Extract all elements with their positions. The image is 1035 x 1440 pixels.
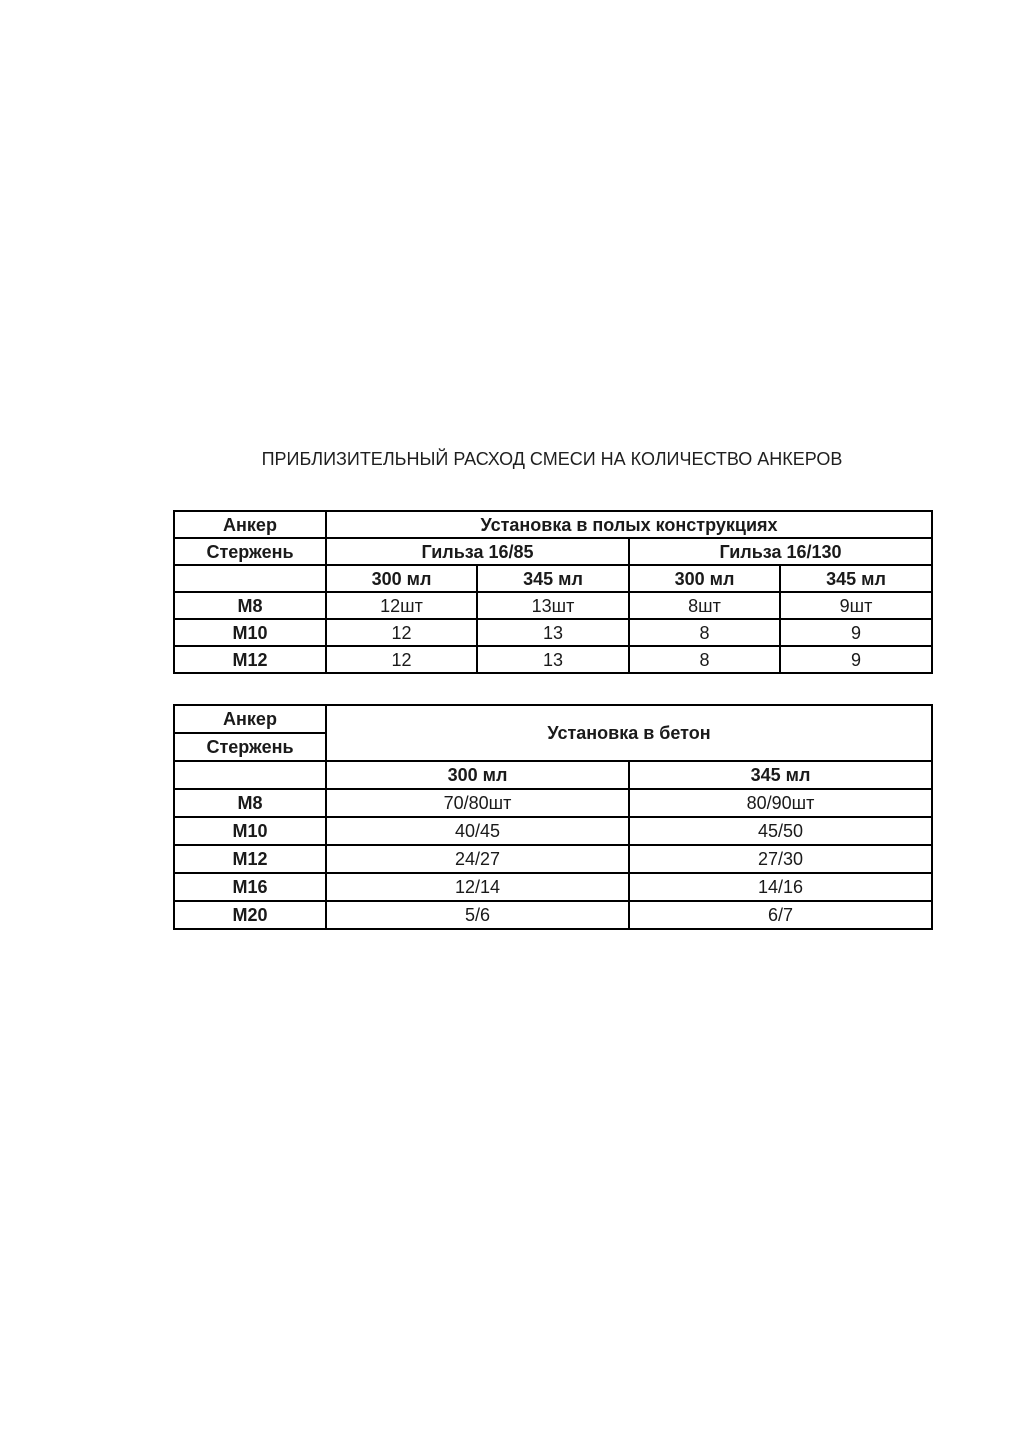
table-cell: 9шт: [780, 592, 932, 619]
table-row: [174, 538, 932, 565]
row-label-cell: М16: [174, 873, 326, 901]
table-cell: 80/90шт: [629, 789, 932, 817]
sleeve-group-header-cell: Гильза 16/130: [629, 538, 932, 565]
table-row: [174, 901, 932, 929]
table-cell: 12: [326, 619, 477, 646]
table-cell: 27/30: [629, 845, 932, 873]
table-cell: 45/50: [629, 817, 932, 845]
table-row: [174, 592, 932, 619]
table-cell: 14/16: [629, 873, 932, 901]
row-label-cell: М10: [174, 817, 326, 845]
table-cell: 13: [477, 646, 629, 673]
table-cell: 24/27: [326, 845, 629, 873]
sleeve-group-header-cell: Гильза 16/85: [326, 538, 629, 565]
document-content: [173, 448, 931, 930]
table-row: [174, 511, 932, 538]
table-row: [174, 565, 932, 592]
installation-type-header-cell: Установка в бетон: [326, 705, 932, 761]
table-cell: 5/6: [326, 901, 629, 929]
row-label-cell: М12: [174, 646, 326, 673]
table-cell: 12: [326, 646, 477, 673]
volume-header-cell: 345 мл: [780, 565, 932, 592]
hollow-structures-table: [173, 510, 933, 674]
table-row: [174, 817, 932, 845]
anchor-header-cell: Анкер: [174, 705, 326, 733]
row-label-cell: М8: [174, 789, 326, 817]
volume-header-cell: 300 мл: [326, 761, 629, 789]
row-label-cell: М20: [174, 901, 326, 929]
table-row: [174, 646, 932, 673]
volume-header-cell: 300 мл: [629, 565, 780, 592]
empty-cell: [174, 565, 326, 592]
table-cell: 13шт: [477, 592, 629, 619]
table-cell: 13: [477, 619, 629, 646]
rod-header-cell: Стержень: [174, 538, 326, 565]
installation-type-header-cell: Установка в полых конструкциях: [326, 511, 932, 538]
rod-header-cell: Стержень: [174, 733, 326, 761]
table-row: [174, 789, 932, 817]
table-cell: 9: [780, 619, 932, 646]
table-cell: 40/45: [326, 817, 629, 845]
row-label-cell: М12: [174, 845, 326, 873]
table-row: [174, 873, 932, 901]
table-cell: 8: [629, 619, 780, 646]
volume-header-cell: 345 мл: [629, 761, 932, 789]
volume-header-cell: 345 мл: [477, 565, 629, 592]
table-row: [174, 705, 932, 733]
table-cell: 12/14: [326, 873, 629, 901]
table-cell: 8: [629, 646, 780, 673]
anchor-header-cell: Анкер: [174, 511, 326, 538]
volume-header-cell: 300 мл: [326, 565, 477, 592]
table-row: [174, 845, 932, 873]
row-label-cell: М8: [174, 592, 326, 619]
table-cell: 8шт: [629, 592, 780, 619]
table-row: [174, 761, 932, 789]
table-cell: 9: [780, 646, 932, 673]
table-cell: 70/80шт: [326, 789, 629, 817]
document-title: ПРИБЛИЗИТЕЛЬНЫЙ РАСХОД СМЕСИ НА КОЛИЧЕСТВО АНКЕРОВ: [261, 449, 843, 469]
concrete-table: [173, 704, 933, 930]
empty-cell: [174, 761, 326, 789]
row-label-cell: М10: [174, 619, 326, 646]
table-row: [174, 619, 932, 646]
table-cell: 12шт: [326, 592, 477, 619]
table-cell: 6/7: [629, 901, 932, 929]
